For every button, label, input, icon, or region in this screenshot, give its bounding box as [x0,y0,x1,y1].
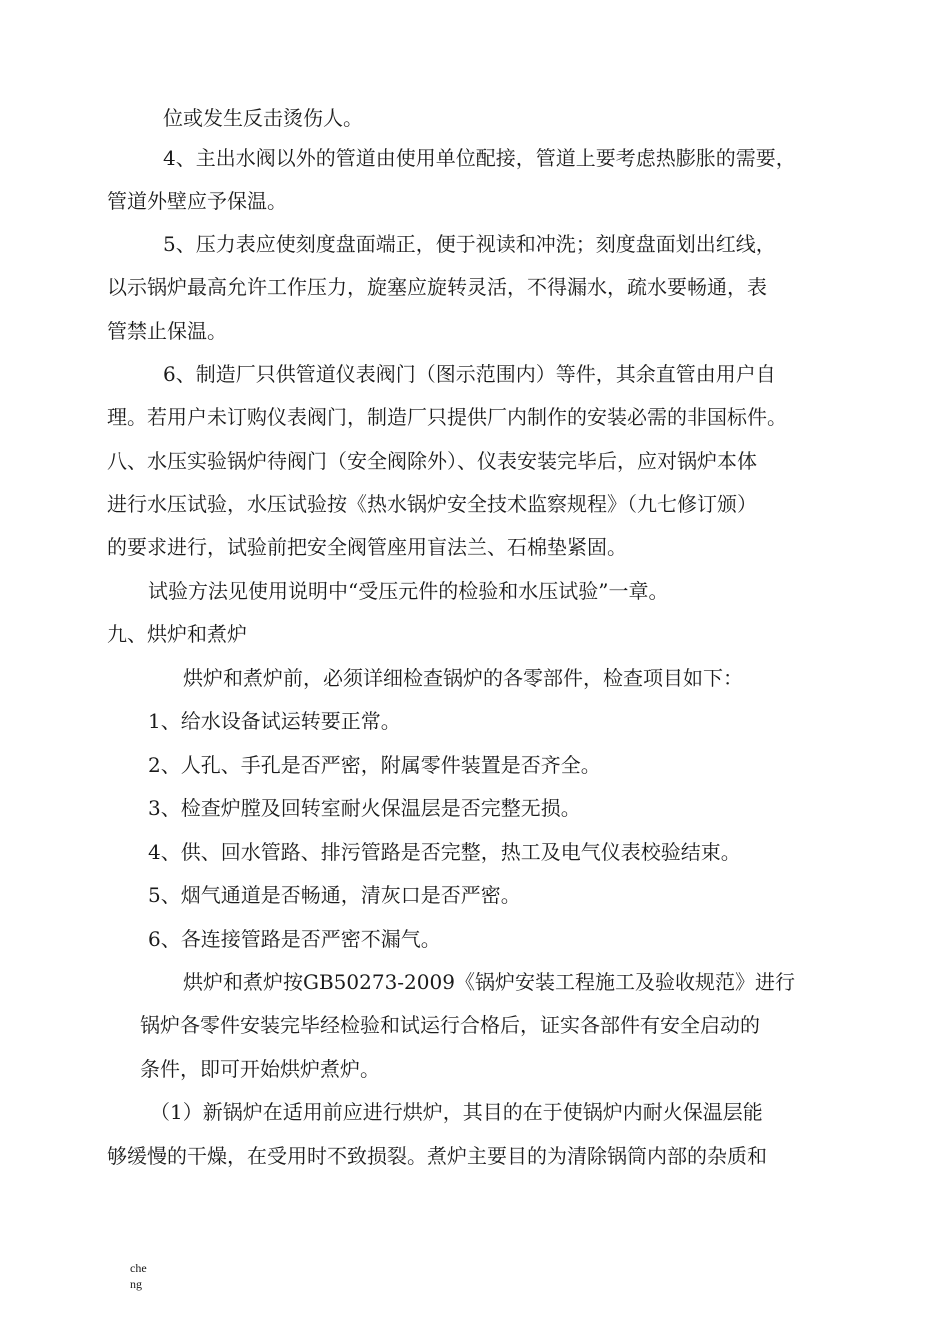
text-line: 进行水压试验，水压试验按《热水锅炉安全技术监察规程》（九七修订颁） [107,492,757,516]
text-line: 位或发生反击烫伤人。 [163,106,363,130]
text-line: 八、水压实验锅炉待阀门（安全阀除外）、仪表安装完毕后，应对锅炉本体 [107,449,757,473]
list-item: 6、各连接管路是否严密不漏气。 [148,927,441,951]
page-footer: cheng [130,1261,147,1291]
text-line: 条件，即可开始烘炉煮炉。 [140,1057,380,1081]
text-line: （1）新锅炉在适用前应进行烘炉，其目的在于使锅炉内耐火保温层能 [150,1100,763,1124]
text-line: 管禁止保温。 [107,319,227,343]
text-line: 理。若用户未订购仪表阀门，制造厂只提供厂内制作的安装必需的非国标件。 [107,405,787,429]
text-line: 6、制造厂只供管道仪表阀门（图示范围内）等件，其余直管由用户自 [163,362,776,386]
list-item: 5、烟气通道是否畅通，清灰口是否严密。 [148,883,521,907]
text-line: 的要求进行，试验前把安全阀管座用盲法兰、石棉垫紧固。 [107,535,627,559]
text-line: 试验方法见使用说明中“受压元件的检验和水压试验”一章。 [148,579,669,603]
text-line: 锅炉各零件安装完毕经检验和试运行合格后，证实各部件有安全启动的 [140,1013,760,1037]
text-line: 管道外壁应予保温。 [107,189,287,213]
list-item: 1、给水设备试运转要正常。 [148,709,401,733]
list-item: 4、供、回水管路、排污管路是否完整，热工及电气仪表校验结束。 [148,840,741,864]
text-line: 以示锅炉最高允许工作压力，旋塞应旋转灵活，不得漏水，疏水要畅通，表 [107,275,767,299]
text-line: 5、压力表应使刻度盘面端正，便于视读和冲洗；刻度盘面划出红线， [163,232,776,256]
list-item: 2、人孔、手孔是否严密，附属零件装置是否齐全。 [148,753,601,777]
text-line: 烘炉和煮炉前，必须详细检查锅炉的各零部件，检查项目如下： [183,666,743,690]
text-line: 4、主出水阀以外的管道由使用单位配接，管道上要考虑热膨胀的需要， [163,146,796,170]
list-item: 3、检查炉膛及回转室耐火保温层是否完整无损。 [148,796,581,820]
section-heading: 九、烘炉和煮炉 [107,622,247,646]
text-line: 够缓慢的干燥，在受用时不致损裂。煮炉主要目的为清除锅筒内部的杂质和 [107,1144,767,1168]
text-line: 烘炉和煮炉按GB50273-2009《锅炉安装工程施工及验收规范》进行 [183,970,795,994]
